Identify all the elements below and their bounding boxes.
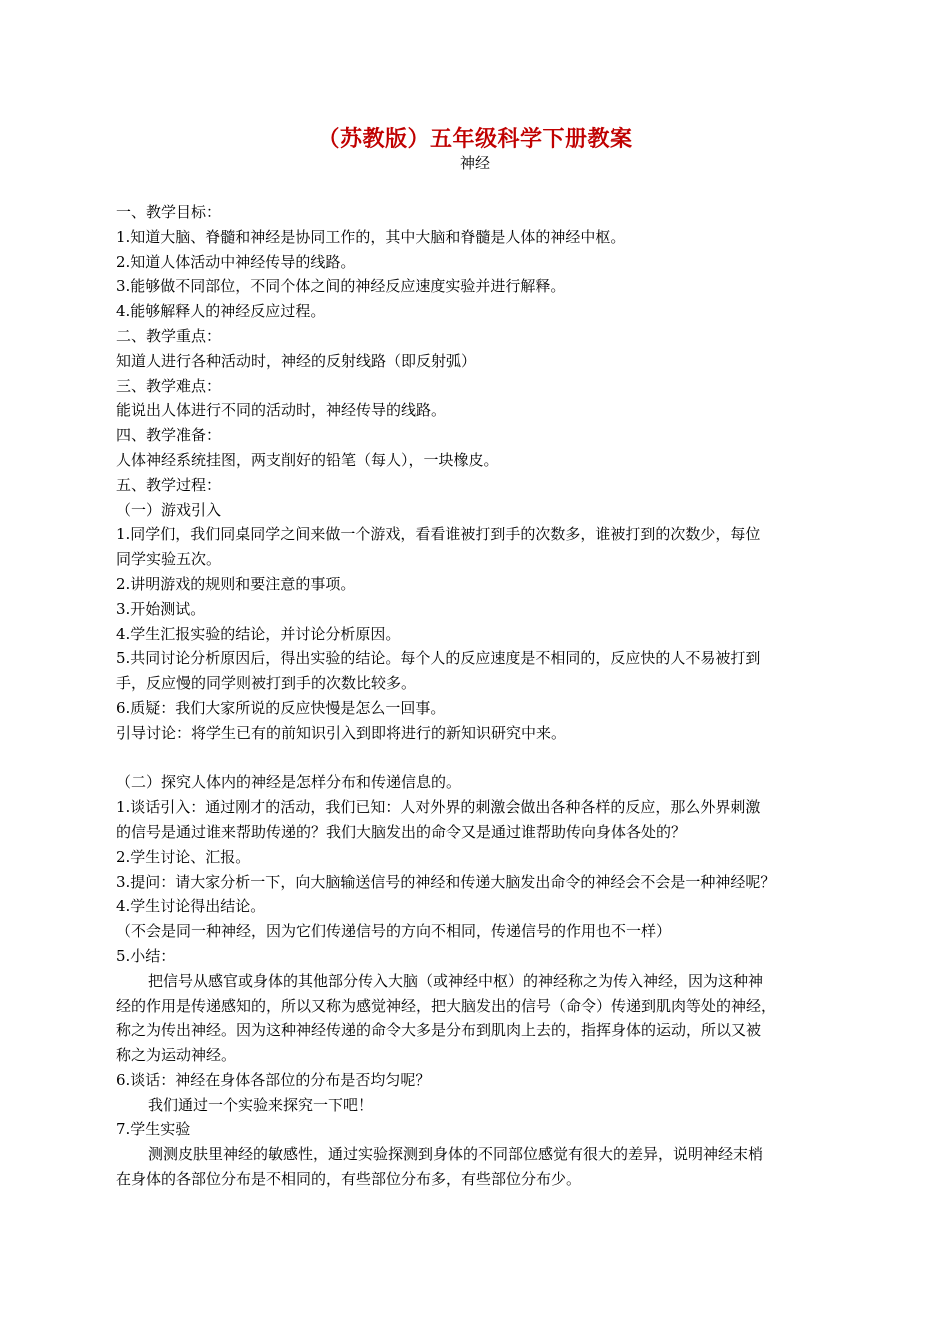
paragraph-line: 的信号是通过谁来帮助传递的？我们大脑发出的命令又是通过谁帮助传向身体各处的？ (116, 822, 687, 841)
document-subtitle: 神经 (459, 154, 490, 172)
paragraph-line: 4.能够解释人的神经反应过程。 (116, 302, 326, 321)
paragraph-line: 称之为传出神经。因为这种神经传递的命令大多是分布到肌肉上去的，指挥身体的运动，所以又被 (116, 1021, 762, 1040)
blank-line (116, 746, 838, 771)
paragraph-line: 引导讨论：将学生已有的前知识引入到即将进行的新知识研究中来。 (116, 723, 567, 742)
paragraph-line: 3.提问：请大家分析一下，向大脑输送信号的神经和传递大脑发出命令的神经会不会是一种神经呢？ (116, 872, 776, 891)
paragraph-line: 能说出人体进行不同的活动时，神经传导的线路。 (116, 401, 447, 420)
paragraph-line: 2.知道人体活动中神经传导的线路。 (116, 252, 356, 271)
paragraph-line: 我们通过一个实验来探究一下吧！ (148, 1095, 374, 1114)
paragraph-line: 1.知道大脑、脊髓和神经是协同工作的，其中大脑和脊髓是人体的神经中枢。 (116, 227, 626, 246)
paragraph-line: 6.质疑：我们大家所说的反应快慢是怎么一回事。 (116, 698, 446, 717)
paragraph-line: 5.共同讨论分析原因后，得出实验的结论。每个人的反应速度是不相同的，反应快的人不易被打到 (116, 649, 761, 668)
subsection-heading: （二）探究人体内的神经是怎样分布和传递信息的。 (116, 773, 462, 792)
section-heading: 三、教学难点： (116, 376, 222, 395)
document-title: （苏教版）五年级科学下册教案 (317, 127, 633, 152)
paragraph-line: 7.学生实验 (116, 1120, 191, 1139)
paragraph-line: 3.能够做不同部位，不同个体之间的神经反应速度实验并进行解释。 (116, 277, 566, 296)
paragraph-line: 1.同学们，我们同桌同学之间来做一个游戏，看看谁被打到手的次数多，谁被打到的次数少，每位 (116, 525, 761, 544)
section-heading: 四、教学准备： (116, 426, 222, 445)
paragraph-line: 称之为运动神经。 (116, 1046, 237, 1065)
paragraph-line: 经的作用是传递感知的，所以又称为感觉神经，把大脑发出的信号（命令）传递到肌肉等处的神经， (116, 996, 777, 1015)
paragraph-line: 1.谈话引入：通过刚才的活动，我们已知：人对外界的刺激会做出各种各样的反应，那么外界刺激 (116, 798, 761, 817)
section-heading: 五、教学过程： (116, 475, 222, 494)
paragraph-line: 4.学生汇报实验的结论，并讨论分析原因。 (116, 624, 401, 643)
paragraph-line: 6.谈话：神经在身体各部位的分布是否均匀呢？ (116, 1070, 431, 1089)
subsection-heading: （一）游戏引入 (116, 500, 222, 519)
paragraph-line: （不会是同一种神经，因为它们传递信号的方向不相同，传递信号的作用也不一样） (116, 922, 672, 941)
paragraph-line: 在身体的各部位分布是不相同的，有些部位分布多，有些部位分布少。 (116, 1170, 582, 1189)
paragraph-line: 同学实验五次。 (116, 550, 222, 569)
document-body (116, 200, 838, 1192)
paragraph-line: 2.学生讨论、汇报。 (116, 847, 251, 866)
paragraph-line: 4.学生讨论得出结论。 (116, 897, 266, 916)
paragraph-line: 手，反应慢的同学则被打到手的次数比较多。 (116, 674, 417, 693)
paragraph-line: 知道人进行各种活动时，神经的反射线路（即反射弧） (116, 351, 477, 370)
section-heading: 二、教学重点： (116, 326, 222, 345)
paragraph-line: 把信号从感官或身体的其他部分传入大脑（或神经中枢）的神经称之为传入神经，因为这种神 (148, 971, 764, 990)
paragraph-line: 测测皮肤里神经的敏感性，通过实验探测到身体的不同部位感觉有很大的差异，说明神经末梢 (148, 1145, 764, 1164)
paragraph-line: 人体神经系统挂图，两支削好的铅笔（每人），一块橡皮。 (116, 450, 499, 469)
paragraph-line: 5.小结： (116, 946, 176, 965)
paragraph-line: 2.讲明游戏的规则和要注意的事项。 (116, 574, 356, 593)
paragraph-line: 3.开始测试。 (116, 599, 206, 618)
section-heading: 一、教学目标： (116, 203, 222, 221)
